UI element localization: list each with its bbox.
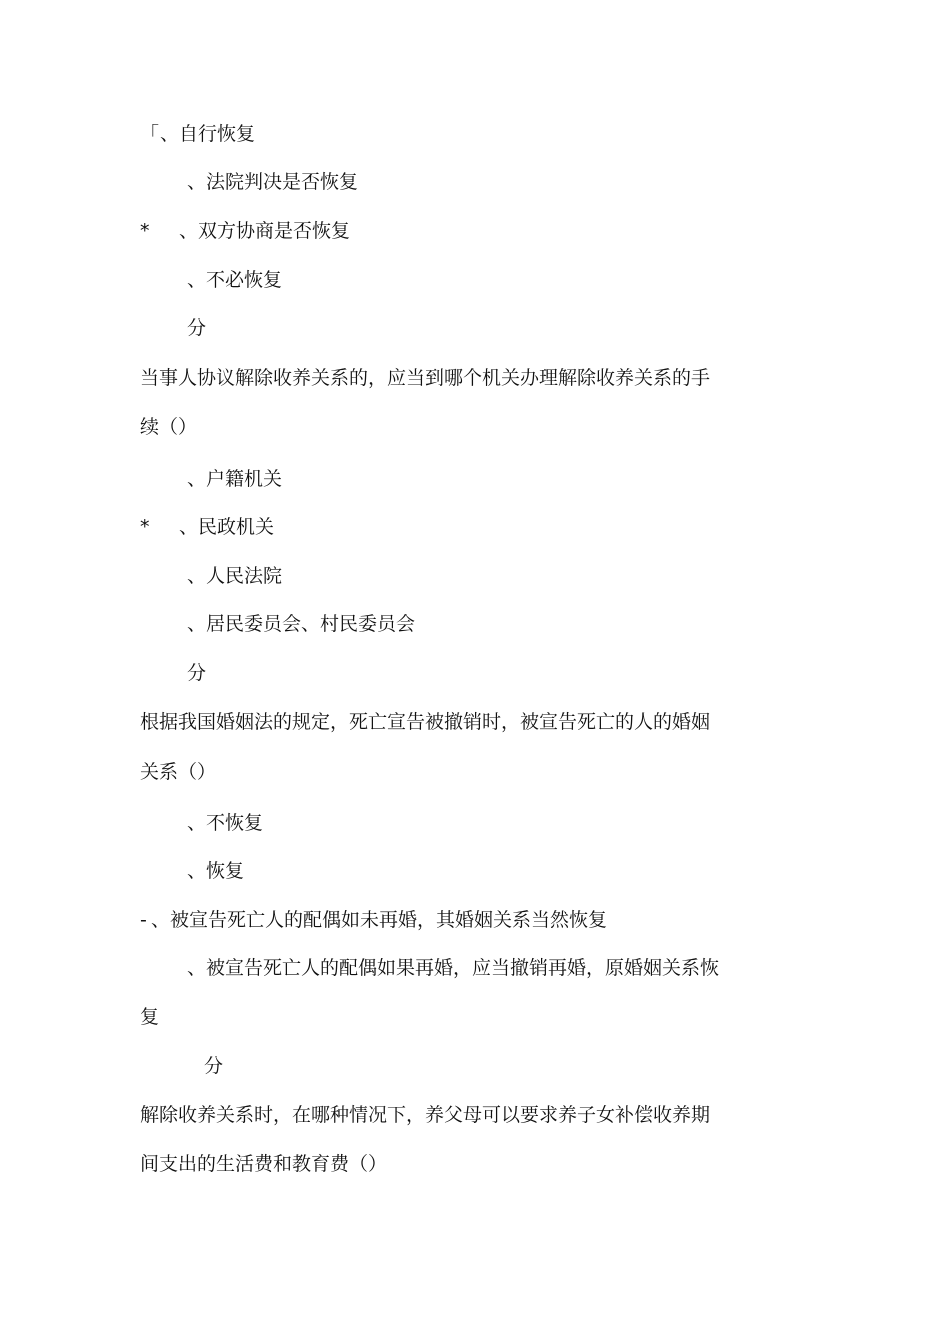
question-text: 续（） [140,416,198,438]
option-text: 、民政机关 [179,516,275,538]
option-text: 、不必恢复 [187,269,283,291]
answer-marker: - [140,909,147,931]
answer-marker: * [140,220,150,242]
option-text: 、自行恢复 [160,123,256,145]
question-text: 根据我国婚姻法的规定，死亡宣告被撤销时，被宣告死亡的人的婚姻 [140,711,711,733]
question-text: 解除收养关系时，在哪种情况下，养父母可以要求养子女补偿收养期 [140,1104,711,1126]
question-text: 关系（） [140,761,217,783]
score-label: 分 [187,662,207,684]
option-text: 、被宣告死亡人的配偶如果再婚，应当撤销再婚，原婚姻关系恢 [187,957,720,979]
score-label: 分 [187,317,207,339]
option-text: 、户籍机关 [187,468,283,490]
option-text: 、恢复 [187,860,245,882]
question-text: 当事人协议解除收养关系的，应当到哪个机关办理解除收养关系的手 [140,367,711,389]
question-text: 间支出的生活费和教育费（） [140,1153,388,1175]
option-marker: 「 [140,123,160,145]
option-text: 、不恢复 [187,812,264,834]
option-text: 、双方协商是否恢复 [179,220,351,242]
option-text: 、法院判决是否恢复 [187,171,359,193]
score-label: 分 [204,1055,224,1077]
option-text: 、居民委员会、村民委员会 [187,613,416,635]
option-text-continued: 复 [140,1006,160,1028]
answer-marker: * [140,516,150,538]
option-text: 、人民法院 [187,565,283,587]
option-text: 、被宣告死亡人的配偶如未再婚，其婚姻关系当然恢复 [151,909,608,931]
